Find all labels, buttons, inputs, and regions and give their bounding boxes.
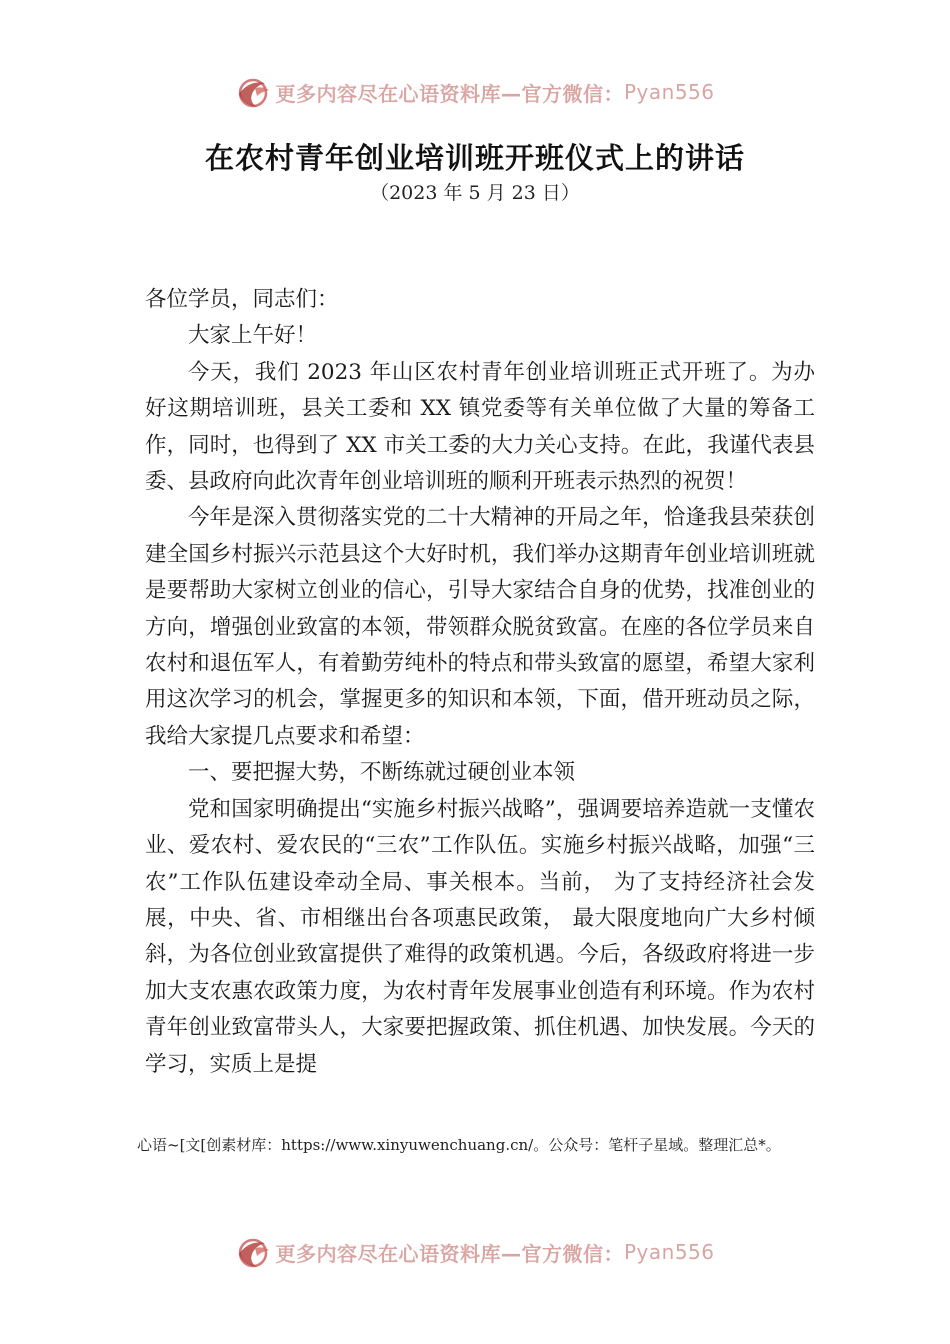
salutation: 各位学员，同志们： (145, 287, 339, 312)
watermark-text: 更多内容尽在心语资料库—官方微信： (275, 1241, 624, 1266)
greeting: 大家上午好！ (188, 323, 318, 349)
sun-bird-logo-icon (235, 74, 271, 110)
sun-bird-logo-icon (235, 1234, 271, 1270)
section-paragraph: 党和国家明确提出“实施乡村振兴战略”，强调要培养造就一支懂农业、爱农村、爱农民的“三农”工作队伍。实施乡村振兴战略，加强“三农”工作队伍建设牵动全局、事关根本。当前， 为了支持经济社会发展，中央、省、市相继出台各项惠民政策， 最大限度地向广大乡村倾斜，为各位创业致富提供了难得的政策机遇。今后，各级政府将进一步加大支农惠农政策力度，为农村青年发展事业创造有利环境。作为农村青年创业致富带头人，大家要把握政策、抓住机遇、加快发展。今天的学习，实质上是提 (145, 796, 815, 1077)
watermark-banner-bottom (0, 1232, 950, 1272)
paragraph-opening: 今天，我们 2023 年山区农村青年创业培训班正式开班了。为办好这期培训班，县关工委和 XX 镇党委等有关单位做了大量的筹备工作，同时，也得到了 XX 市关工委的大力关心支持。在此，我谨代表县委、县政府向此次青年创业培训班的顺利开班表示热烈的祝贺！ (145, 359, 815, 495)
section-heading: 一、要把握大势，不断练就过硬创业本领 (188, 760, 576, 786)
watermark-wechat-id: Pyan556 (623, 1240, 715, 1264)
paragraph-context: 今年是深入贯彻落实党的二十大精神的开局之年，恰逢我县荣获创建全国乡村振兴示范县这个大好时机，我们举办这期青年创业培训班就是要帮助大家树立创业的信心，引导大家结合自身的优势，找准创业的方向，增强创业致富的本领，带领群众脱贫致富。在座的各位学员来自农村和退伍军人，有着勤劳纯朴的特点和带头致富的愿望，希望大家利用这次学习的机会，掌握更多的知识和本领，下面，借开班动员之际，我给大家提几点要求和希望： (145, 505, 815, 749)
watermark-wechat-id: Pyan556 (623, 80, 715, 104)
source-footnote: 心语~[文[创素材库：https://www.xinyuwenchuang.cn/。公众号：笔杆子星域。整理汇总*。 (137, 1136, 781, 1154)
watermark-text: 更多内容尽在心语资料库—官方微信： (275, 81, 624, 106)
document-title: 在农村青年创业培训班开班仪式上的讲话 (204, 141, 745, 175)
document-body (145, 282, 815, 1083)
document-date: （2023 年 5 月 23 日） (370, 182, 580, 204)
watermark-banner-top (0, 72, 950, 112)
